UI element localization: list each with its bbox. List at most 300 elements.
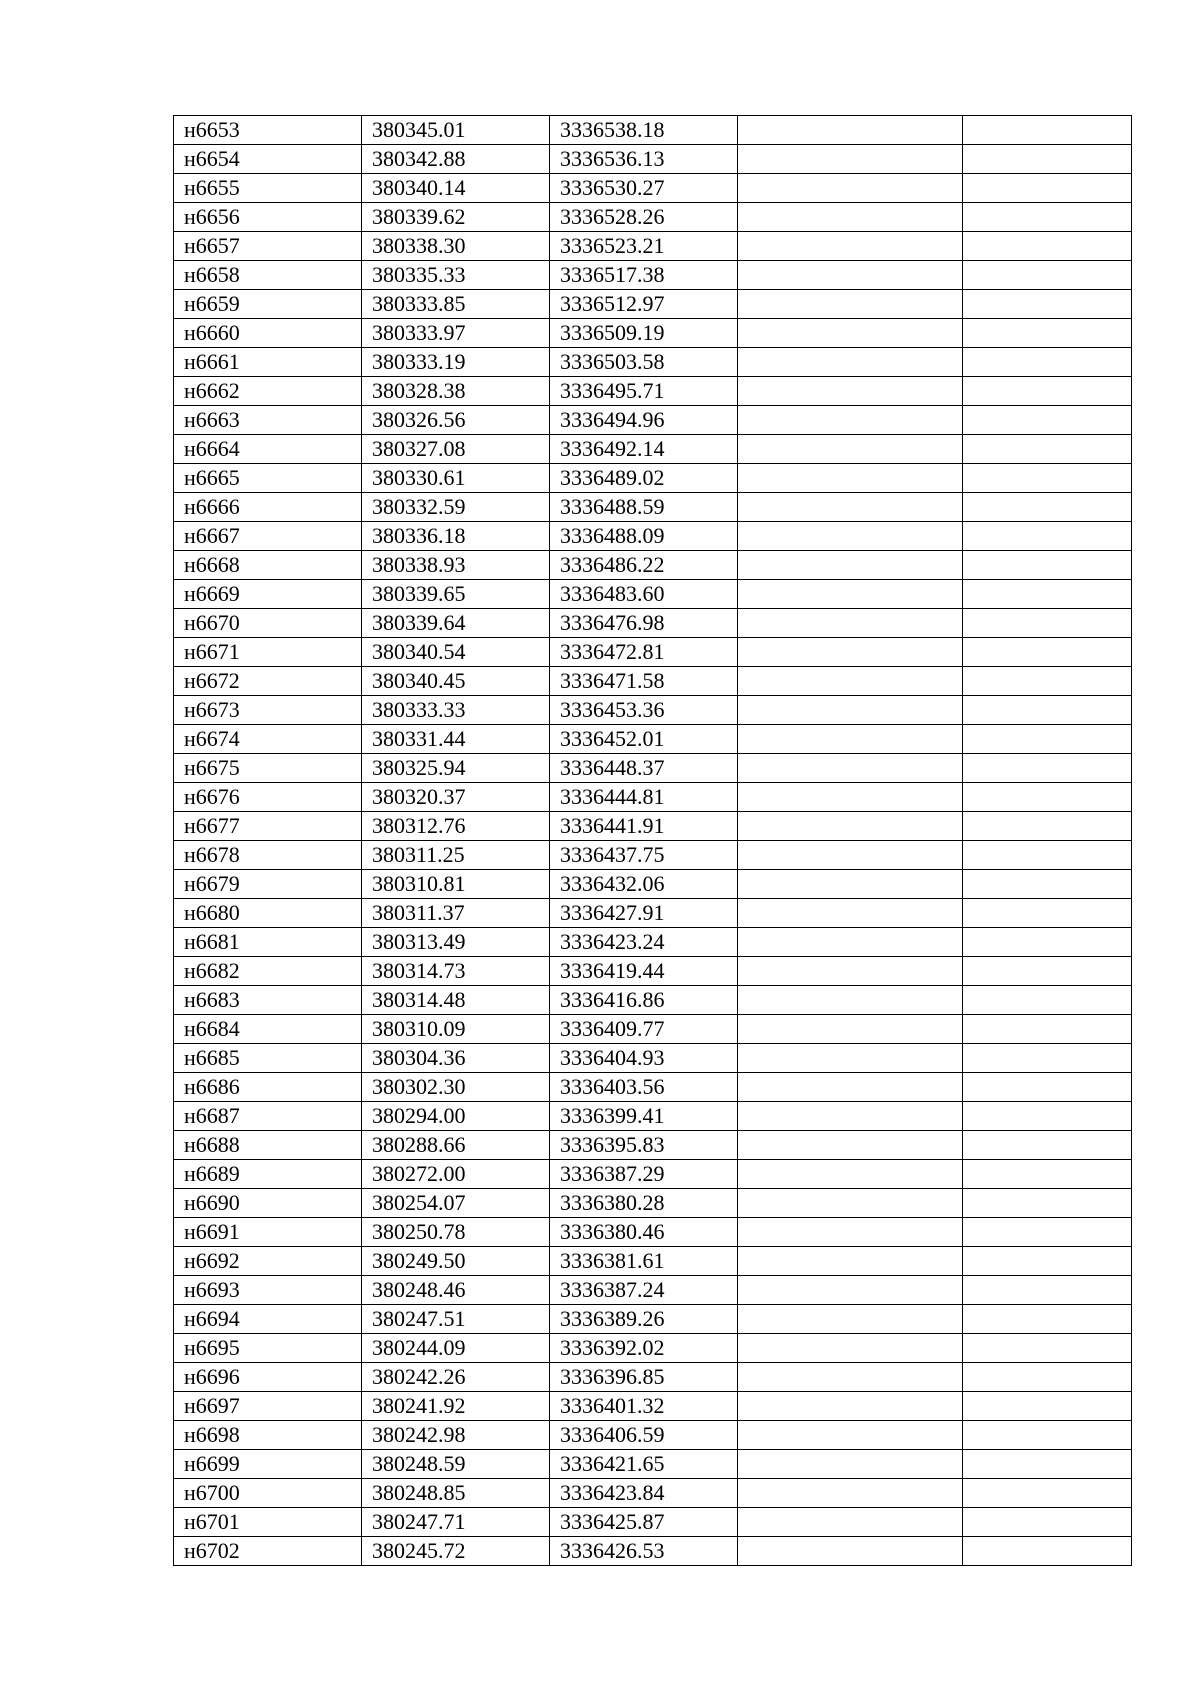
- table-row: [174, 174, 1132, 203]
- empty-cell: [738, 493, 963, 522]
- point-id-cell: н6656: [174, 203, 362, 232]
- table-row: [174, 1276, 1132, 1305]
- empty-cell: [738, 1247, 963, 1276]
- empty-cell: [738, 1537, 963, 1566]
- empty-cell: [738, 899, 963, 928]
- empty-cell: [963, 348, 1132, 377]
- empty-cell: [963, 1189, 1132, 1218]
- table-row: [174, 1044, 1132, 1073]
- y-coordinate-cell: 3336509.19: [550, 319, 738, 348]
- empty-cell: [738, 1276, 963, 1305]
- y-coordinate-cell: 3336425.87: [550, 1508, 738, 1537]
- y-coordinate-cell: 3336401.32: [550, 1392, 738, 1421]
- empty-cell: [963, 435, 1132, 464]
- empty-cell: [963, 1131, 1132, 1160]
- table-row: [174, 261, 1132, 290]
- empty-cell: [963, 522, 1132, 551]
- y-coordinate-cell: 3336489.02: [550, 464, 738, 493]
- y-coordinate-cell: 3336476.98: [550, 609, 738, 638]
- empty-cell: [738, 1044, 963, 1073]
- x-coordinate-cell: 380288.66: [362, 1131, 550, 1160]
- x-coordinate-cell: 380333.85: [362, 290, 550, 319]
- point-id-cell: н6678: [174, 841, 362, 870]
- empty-cell: [963, 1363, 1132, 1392]
- x-coordinate-cell: 380336.18: [362, 522, 550, 551]
- empty-cell: [738, 435, 963, 464]
- x-coordinate-cell: 380247.51: [362, 1305, 550, 1334]
- x-coordinate-cell: 380331.44: [362, 725, 550, 754]
- point-id-cell: н6688: [174, 1131, 362, 1160]
- point-id-cell: н6661: [174, 348, 362, 377]
- point-id-cell: н6658: [174, 261, 362, 290]
- empty-cell: [738, 261, 963, 290]
- table-row: [174, 1450, 1132, 1479]
- x-coordinate-cell: 380314.48: [362, 986, 550, 1015]
- table-row: [174, 957, 1132, 986]
- empty-cell: [738, 638, 963, 667]
- table-row: [174, 696, 1132, 725]
- x-coordinate-cell: 380314.73: [362, 957, 550, 986]
- empty-cell: [963, 493, 1132, 522]
- table-row: [174, 145, 1132, 174]
- x-coordinate-cell: 380340.45: [362, 667, 550, 696]
- point-id-cell: н6695: [174, 1334, 362, 1363]
- x-coordinate-cell: 380250.78: [362, 1218, 550, 1247]
- y-coordinate-cell: 3336423.84: [550, 1479, 738, 1508]
- x-coordinate-cell: 380248.46: [362, 1276, 550, 1305]
- empty-cell: [963, 609, 1132, 638]
- table-row: [174, 1218, 1132, 1247]
- point-id-cell: н6662: [174, 377, 362, 406]
- table-row: [174, 870, 1132, 899]
- x-coordinate-cell: 380312.76: [362, 812, 550, 841]
- empty-cell: [963, 1247, 1132, 1276]
- point-id-cell: н6675: [174, 754, 362, 783]
- table-row: [174, 232, 1132, 261]
- empty-cell: [738, 957, 963, 986]
- y-coordinate-cell: 3336488.09: [550, 522, 738, 551]
- table-row: [174, 1131, 1132, 1160]
- empty-cell: [738, 841, 963, 870]
- y-coordinate-cell: 3336483.60: [550, 580, 738, 609]
- point-id-cell: н6666: [174, 493, 362, 522]
- point-id-cell: н6701: [174, 1508, 362, 1537]
- point-id-cell: н6697: [174, 1392, 362, 1421]
- table-row: [174, 493, 1132, 522]
- x-coordinate-cell: 380241.92: [362, 1392, 550, 1421]
- empty-cell: [963, 1276, 1132, 1305]
- x-coordinate-cell: 380320.37: [362, 783, 550, 812]
- x-coordinate-cell: 380345.01: [362, 116, 550, 145]
- empty-cell: [963, 957, 1132, 986]
- empty-cell: [963, 899, 1132, 928]
- point-id-cell: н6670: [174, 609, 362, 638]
- x-coordinate-cell: 380327.08: [362, 435, 550, 464]
- y-coordinate-cell: 3336406.59: [550, 1421, 738, 1450]
- y-coordinate-cell: 3336399.41: [550, 1102, 738, 1131]
- table-row: [174, 1160, 1132, 1189]
- y-coordinate-cell: 3336441.91: [550, 812, 738, 841]
- empty-cell: [738, 1015, 963, 1044]
- empty-cell: [738, 1363, 963, 1392]
- x-coordinate-cell: 380272.00: [362, 1160, 550, 1189]
- y-coordinate-cell: 3336494.96: [550, 406, 738, 435]
- point-id-cell: н6659: [174, 290, 362, 319]
- empty-cell: [738, 696, 963, 725]
- empty-cell: [738, 174, 963, 203]
- y-coordinate-cell: 3336432.06: [550, 870, 738, 899]
- empty-cell: [963, 203, 1132, 232]
- table-row: [174, 1305, 1132, 1334]
- table-row: [174, 609, 1132, 638]
- x-coordinate-cell: 380340.14: [362, 174, 550, 203]
- y-coordinate-cell: 3336536.13: [550, 145, 738, 174]
- y-coordinate-cell: 3336387.24: [550, 1276, 738, 1305]
- x-coordinate-cell: 380302.30: [362, 1073, 550, 1102]
- point-id-cell: н6657: [174, 232, 362, 261]
- point-id-cell: н6653: [174, 116, 362, 145]
- y-coordinate-cell: 3336528.26: [550, 203, 738, 232]
- table-row: [174, 1392, 1132, 1421]
- y-coordinate-cell: 3336517.38: [550, 261, 738, 290]
- point-id-cell: н6674: [174, 725, 362, 754]
- y-coordinate-cell: 3336380.46: [550, 1218, 738, 1247]
- y-coordinate-cell: 3336404.93: [550, 1044, 738, 1073]
- empty-cell: [738, 290, 963, 319]
- x-coordinate-cell: 380294.00: [362, 1102, 550, 1131]
- table-row: [174, 928, 1132, 957]
- empty-cell: [963, 1334, 1132, 1363]
- empty-cell: [963, 116, 1132, 145]
- point-id-cell: н6672: [174, 667, 362, 696]
- x-coordinate-cell: 380248.59: [362, 1450, 550, 1479]
- table-row: [174, 725, 1132, 754]
- y-coordinate-cell: 3336448.37: [550, 754, 738, 783]
- point-id-cell: н6679: [174, 870, 362, 899]
- point-id-cell: н6699: [174, 1450, 362, 1479]
- x-coordinate-cell: 380310.09: [362, 1015, 550, 1044]
- empty-cell: [963, 1508, 1132, 1537]
- empty-cell: [738, 145, 963, 174]
- point-id-cell: н6682: [174, 957, 362, 986]
- empty-cell: [738, 754, 963, 783]
- x-coordinate-cell: 380254.07: [362, 1189, 550, 1218]
- y-coordinate-cell: 3336523.21: [550, 232, 738, 261]
- point-id-cell: н6681: [174, 928, 362, 957]
- table-row: [174, 580, 1132, 609]
- empty-cell: [963, 1305, 1132, 1334]
- table-row: [174, 754, 1132, 783]
- empty-cell: [738, 377, 963, 406]
- empty-cell: [963, 841, 1132, 870]
- table-row: [174, 1363, 1132, 1392]
- table-row: [174, 290, 1132, 319]
- table-row: [174, 551, 1132, 580]
- table-row: [174, 841, 1132, 870]
- table-row: [174, 1479, 1132, 1508]
- empty-cell: [738, 812, 963, 841]
- point-id-cell: н6669: [174, 580, 362, 609]
- empty-cell: [738, 783, 963, 812]
- y-coordinate-cell: 3336444.81: [550, 783, 738, 812]
- table-row: [174, 319, 1132, 348]
- table-row: [174, 1073, 1132, 1102]
- empty-cell: [963, 1421, 1132, 1450]
- empty-cell: [738, 348, 963, 377]
- empty-cell: [963, 319, 1132, 348]
- y-coordinate-cell: 3336381.61: [550, 1247, 738, 1276]
- x-coordinate-cell: 380328.38: [362, 377, 550, 406]
- empty-cell: [963, 1450, 1132, 1479]
- x-coordinate-cell: 380249.50: [362, 1247, 550, 1276]
- empty-cell: [738, 319, 963, 348]
- empty-cell: [738, 1160, 963, 1189]
- table-row: [174, 1102, 1132, 1131]
- empty-cell: [963, 1479, 1132, 1508]
- y-coordinate-cell: 3336395.83: [550, 1131, 738, 1160]
- table-row: [174, 1421, 1132, 1450]
- empty-cell: [738, 1102, 963, 1131]
- point-id-cell: н6671: [174, 638, 362, 667]
- coordinates-table-body: [174, 116, 1132, 1566]
- x-coordinate-cell: 380335.33: [362, 261, 550, 290]
- empty-cell: [738, 1305, 963, 1334]
- table-row: [174, 1537, 1132, 1566]
- empty-cell: [963, 667, 1132, 696]
- y-coordinate-cell: 3336387.29: [550, 1160, 738, 1189]
- empty-cell: [738, 580, 963, 609]
- table-row: [174, 1247, 1132, 1276]
- table-row: [174, 464, 1132, 493]
- y-coordinate-cell: 3336492.14: [550, 435, 738, 464]
- y-coordinate-cell: 3336472.81: [550, 638, 738, 667]
- empty-cell: [738, 116, 963, 145]
- empty-cell: [963, 1102, 1132, 1131]
- empty-cell: [738, 986, 963, 1015]
- table-row: [174, 435, 1132, 464]
- point-id-cell: н6655: [174, 174, 362, 203]
- x-coordinate-cell: 380242.98: [362, 1421, 550, 1450]
- x-coordinate-cell: 380333.19: [362, 348, 550, 377]
- y-coordinate-cell: 3336530.27: [550, 174, 738, 203]
- table-row: [174, 377, 1132, 406]
- y-coordinate-cell: 3336380.28: [550, 1189, 738, 1218]
- y-coordinate-cell: 3336503.58: [550, 348, 738, 377]
- table-row: [174, 348, 1132, 377]
- empty-cell: [963, 870, 1132, 899]
- empty-cell: [738, 551, 963, 580]
- empty-cell: [963, 696, 1132, 725]
- empty-cell: [738, 203, 963, 232]
- empty-cell: [738, 232, 963, 261]
- empty-cell: [738, 1392, 963, 1421]
- table-row: [174, 986, 1132, 1015]
- x-coordinate-cell: 380245.72: [362, 1537, 550, 1566]
- x-coordinate-cell: 380310.81: [362, 870, 550, 899]
- point-id-cell: н6685: [174, 1044, 362, 1073]
- x-coordinate-cell: 380339.62: [362, 203, 550, 232]
- y-coordinate-cell: 3336426.53: [550, 1537, 738, 1566]
- y-coordinate-cell: 3336416.86: [550, 986, 738, 1015]
- empty-cell: [738, 725, 963, 754]
- point-id-cell: н6687: [174, 1102, 362, 1131]
- empty-cell: [738, 1131, 963, 1160]
- x-coordinate-cell: 380333.97: [362, 319, 550, 348]
- table-row: [174, 116, 1132, 145]
- empty-cell: [963, 1015, 1132, 1044]
- empty-cell: [738, 1189, 963, 1218]
- empty-cell: [738, 1479, 963, 1508]
- table-row: [174, 667, 1132, 696]
- y-coordinate-cell: 3336419.44: [550, 957, 738, 986]
- empty-cell: [738, 464, 963, 493]
- point-id-cell: н6698: [174, 1421, 362, 1450]
- empty-cell: [963, 1537, 1132, 1566]
- y-coordinate-cell: 3336421.65: [550, 1450, 738, 1479]
- x-coordinate-cell: 380338.93: [362, 551, 550, 580]
- empty-cell: [963, 986, 1132, 1015]
- empty-cell: [963, 377, 1132, 406]
- point-id-cell: н6696: [174, 1363, 362, 1392]
- point-id-cell: н6677: [174, 812, 362, 841]
- empty-cell: [963, 812, 1132, 841]
- point-id-cell: н6654: [174, 145, 362, 174]
- empty-cell: [738, 870, 963, 899]
- table-row: [174, 812, 1132, 841]
- point-id-cell: н6702: [174, 1537, 362, 1566]
- table-row: [174, 1015, 1132, 1044]
- point-id-cell: н6694: [174, 1305, 362, 1334]
- empty-cell: [963, 1160, 1132, 1189]
- y-coordinate-cell: 3336486.22: [550, 551, 738, 580]
- x-coordinate-cell: 380339.65: [362, 580, 550, 609]
- x-coordinate-cell: 380304.36: [362, 1044, 550, 1073]
- empty-cell: [738, 609, 963, 638]
- y-coordinate-cell: 3336437.75: [550, 841, 738, 870]
- empty-cell: [738, 1508, 963, 1537]
- x-coordinate-cell: 380247.71: [362, 1508, 550, 1537]
- table-row: [174, 1334, 1132, 1363]
- empty-cell: [963, 261, 1132, 290]
- empty-cell: [963, 1392, 1132, 1421]
- point-id-cell: н6689: [174, 1160, 362, 1189]
- empty-cell: [738, 667, 963, 696]
- x-coordinate-cell: 380332.59: [362, 493, 550, 522]
- point-id-cell: н6692: [174, 1247, 362, 1276]
- table-row: [174, 522, 1132, 551]
- point-id-cell: н6668: [174, 551, 362, 580]
- x-coordinate-cell: 380325.94: [362, 754, 550, 783]
- empty-cell: [738, 1450, 963, 1479]
- y-coordinate-cell: 3336423.24: [550, 928, 738, 957]
- point-id-cell: н6686: [174, 1073, 362, 1102]
- point-id-cell: н6664: [174, 435, 362, 464]
- y-coordinate-cell: 3336403.56: [550, 1073, 738, 1102]
- y-coordinate-cell: 3336452.01: [550, 725, 738, 754]
- table-row: [174, 406, 1132, 435]
- point-id-cell: н6691: [174, 1218, 362, 1247]
- empty-cell: [963, 638, 1132, 667]
- empty-cell: [738, 1218, 963, 1247]
- empty-cell: [963, 1073, 1132, 1102]
- empty-cell: [963, 551, 1132, 580]
- point-id-cell: н6683: [174, 986, 362, 1015]
- y-coordinate-cell: 3336389.26: [550, 1305, 738, 1334]
- x-coordinate-cell: 380311.37: [362, 899, 550, 928]
- point-id-cell: н6690: [174, 1189, 362, 1218]
- table-row: [174, 899, 1132, 928]
- point-id-cell: н6663: [174, 406, 362, 435]
- y-coordinate-cell: 3336538.18: [550, 116, 738, 145]
- table-row: [174, 783, 1132, 812]
- point-id-cell: н6667: [174, 522, 362, 551]
- x-coordinate-cell: 380326.56: [362, 406, 550, 435]
- x-coordinate-cell: 380338.30: [362, 232, 550, 261]
- table-row: [174, 638, 1132, 667]
- y-coordinate-cell: 3336488.59: [550, 493, 738, 522]
- empty-cell: [963, 464, 1132, 493]
- empty-cell: [963, 406, 1132, 435]
- empty-cell: [738, 1073, 963, 1102]
- empty-cell: [738, 1421, 963, 1450]
- empty-cell: [963, 725, 1132, 754]
- empty-cell: [738, 406, 963, 435]
- empty-cell: [963, 1218, 1132, 1247]
- empty-cell: [963, 754, 1132, 783]
- x-coordinate-cell: 380242.26: [362, 1363, 550, 1392]
- table-row: [174, 203, 1132, 232]
- table-row: [174, 1189, 1132, 1218]
- y-coordinate-cell: 3336495.71: [550, 377, 738, 406]
- empty-cell: [963, 232, 1132, 261]
- x-coordinate-cell: 380248.85: [362, 1479, 550, 1508]
- empty-cell: [963, 174, 1132, 203]
- x-coordinate-cell: 380333.33: [362, 696, 550, 725]
- point-id-cell: н6660: [174, 319, 362, 348]
- empty-cell: [738, 928, 963, 957]
- y-coordinate-cell: 3336512.97: [550, 290, 738, 319]
- empty-cell: [963, 783, 1132, 812]
- x-coordinate-cell: 380311.25: [362, 841, 550, 870]
- x-coordinate-cell: 380244.09: [362, 1334, 550, 1363]
- empty-cell: [963, 580, 1132, 609]
- x-coordinate-cell: 380313.49: [362, 928, 550, 957]
- point-id-cell: н6693: [174, 1276, 362, 1305]
- x-coordinate-cell: 380330.61: [362, 464, 550, 493]
- empty-cell: [963, 1044, 1132, 1073]
- y-coordinate-cell: 3336471.58: [550, 667, 738, 696]
- empty-cell: [963, 145, 1132, 174]
- coordinates-table: [173, 115, 1132, 1566]
- point-id-cell: н6684: [174, 1015, 362, 1044]
- x-coordinate-cell: 380340.54: [362, 638, 550, 667]
- x-coordinate-cell: 380342.88: [362, 145, 550, 174]
- y-coordinate-cell: 3336427.91: [550, 899, 738, 928]
- empty-cell: [963, 290, 1132, 319]
- point-id-cell: н6665: [174, 464, 362, 493]
- table-row: [174, 1508, 1132, 1537]
- x-coordinate-cell: 380339.64: [362, 609, 550, 638]
- y-coordinate-cell: 3336453.36: [550, 696, 738, 725]
- empty-cell: [738, 1334, 963, 1363]
- y-coordinate-cell: 3336392.02: [550, 1334, 738, 1363]
- empty-cell: [738, 522, 963, 551]
- point-id-cell: н6700: [174, 1479, 362, 1508]
- y-coordinate-cell: 3336396.85: [550, 1363, 738, 1392]
- point-id-cell: н6673: [174, 696, 362, 725]
- point-id-cell: н6680: [174, 899, 362, 928]
- empty-cell: [963, 928, 1132, 957]
